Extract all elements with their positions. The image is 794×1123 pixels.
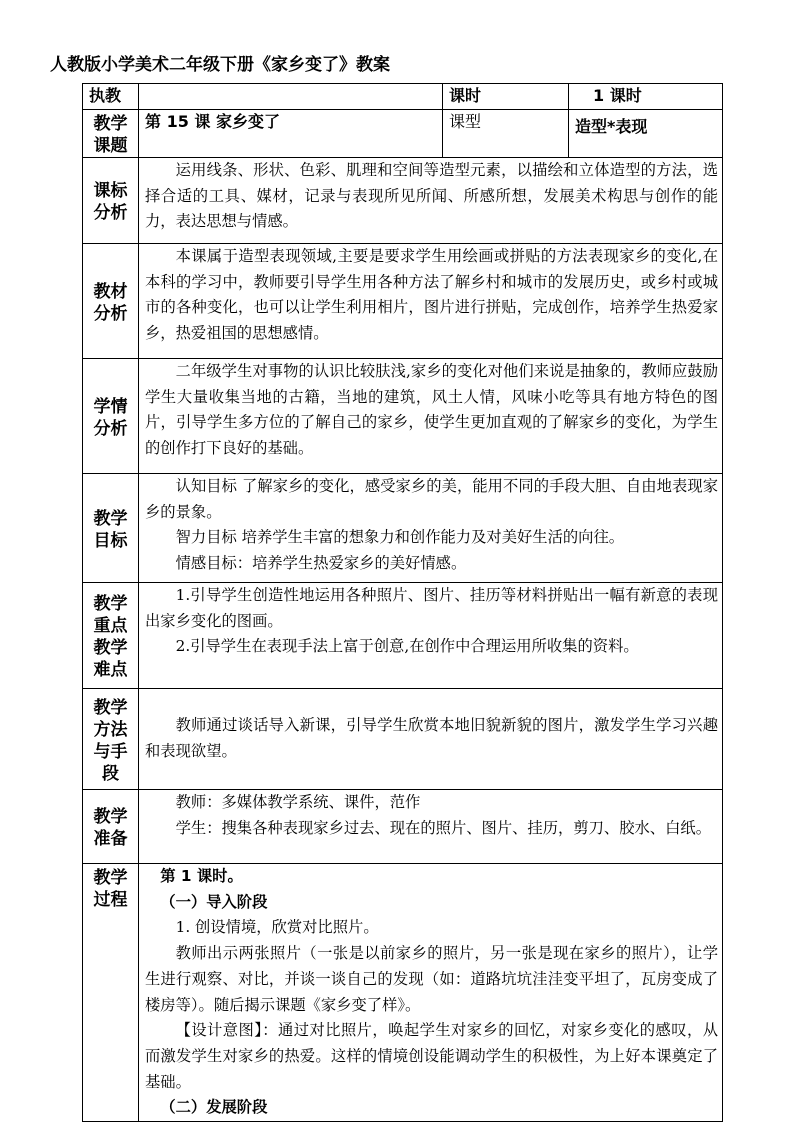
process-para-1: 1. 创设情境，欣赏对比照片。 (175, 918, 379, 937)
section-paragraph: 情感目标：培养学生热爱家乡的美好情感。 (175, 554, 467, 573)
section-label: 教学准备 (83, 790, 139, 864)
teacher-value (139, 84, 443, 110)
section-paragraph: 认知目标 了解家乡的变化，感受家乡的美，能用不同的手段大胆、自由地表现家乡的景象。 (145, 477, 718, 521)
section-label: 学情分析 (83, 359, 139, 474)
period-label: 课时 (443, 84, 569, 110)
type-label: 课型 (443, 110, 569, 158)
section-content (139, 790, 723, 864)
topic-value: 第 15 课 家乡变了 (139, 110, 443, 158)
section-paragraph: 二年级学生对事物的认识比较肤浅,家乡的变化对他们来说是抽象的，教师应鼓励学生大量收集当地的古籍，当地的建筑，风土人情，风味小吃等具有地方特色的图片，引导学生多方位的了解自己的家乡，使学生更加直观的了解家乡的变化，为学生的创作打下良好的基础。 (145, 362, 718, 458)
teacher-label: 执教 (83, 84, 139, 110)
process-label: 教学过程 (83, 864, 139, 1122)
section-paragraph: 本课属于造型表现领域,主要是要求学生用绘画或拼贴的方法表现家乡的变化,在本科的学习中，教师要引导学生用各种方法了解乡村和城市的发展历史，或乡村或城市的各种变化，也可以让学生利用相片，图片进行拼贴，完成创作，培养学生热爱家乡，热爱祖国的思想感情。 (145, 247, 718, 343)
lesson-number: 第 1 课时。 (160, 867, 243, 885)
topic-row (83, 110, 723, 158)
section-paragraph: 教师：多媒体教学系统、课件，范作 (175, 793, 421, 811)
section-content (139, 359, 723, 474)
section-label: 教材分析 (83, 244, 139, 359)
section-content (139, 244, 723, 359)
section-label: 教学方法与手段 (83, 689, 139, 790)
process-para-3: 【设计意图】：通过对比照片，唤起学生对家乡的回忆，对家乡变化的感叹，从而激发学生对家乡的热爱。这样的情境创设能调动学生的积极性，为上好本课奠定了基础。 (145, 1021, 718, 1091)
header-row (83, 84, 723, 110)
section-row (83, 790, 723, 864)
section-paragraph: 运用线条、形状、色彩、肌理和空间等造型元素，以描绘和立体造型的方法，选择合适的工具、媒材，记录与表现所见所闻、所感所想，发展美术构思与创作的能力，表达思想与情感。 (145, 161, 718, 231)
section-row (83, 359, 723, 474)
process-content (139, 864, 723, 1122)
section-paragraph: 2.引导学生在表现手法上富于创意,在创作中合理运用所收集的资料。 (175, 637, 639, 656)
section-row (83, 474, 723, 583)
section-label: 教学重点教学难点 (83, 583, 139, 689)
section-row (83, 158, 723, 244)
stage-1-heading: （一）导入阶段 (160, 892, 268, 911)
section-label: 教学目标 (83, 474, 139, 583)
section-row (83, 583, 723, 689)
sections-body (83, 158, 723, 864)
type-value: 造型*表现 (569, 110, 723, 158)
stage-2-heading: （二）发展阶段 (160, 1098, 268, 1117)
period-value: 1 课时 (569, 84, 723, 110)
section-content (139, 158, 723, 244)
section-paragraph: 1.引导学生创造性地运用各种照片、图片、挂历等材料拼贴出一幅有新意的表现出家乡变化的图画。 (145, 586, 718, 630)
section-paragraph: 教师通过谈话导入新课，引导学生欣赏本地旧貌新貌的图片，激发学生学习兴趣和表现欲望。 (145, 716, 718, 760)
section-paragraph: 智力目标 培养学生丰富的想象力和创作能力及对美好生活的向往。 (175, 528, 625, 547)
topic-label: 教学课题 (83, 110, 139, 158)
section-row (83, 244, 723, 359)
section-content (139, 583, 723, 689)
process-para-2: 教师出示两张照片（一张是以前家乡的照片，另一张是现在家乡的照片），让学生进行观察、对比，并谈一谈自己的发现（如：道路坑坑洼洼变平坦了，瓦房变成了楼房等）。随后揭示课题《家乡变了样》。 (145, 944, 718, 1014)
process-row (83, 864, 723, 1122)
lesson-plan-table (82, 83, 723, 1122)
section-content (139, 689, 723, 790)
section-row (83, 689, 723, 790)
section-paragraph: 学生：搜集各种表现家乡过去、现在的照片、图片、挂历，剪刀、胶水、白纸。 (175, 818, 711, 837)
section-label: 课标分析 (83, 158, 139, 244)
document-title: 人教版小学美术二年级下册《家乡变了》教案 (50, 55, 390, 75)
section-content (139, 474, 723, 583)
